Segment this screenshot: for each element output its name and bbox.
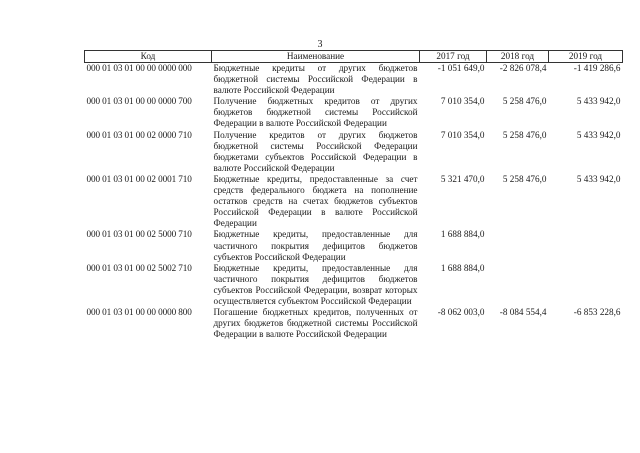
row-code: 000 01 03 01 00 00 0000 700 (86, 96, 192, 107)
header-year-2019: 2019 год (549, 51, 623, 63)
header-year-2018: 2018 год (487, 51, 549, 63)
row-name: Бюджетные кредиты от других бюджетов бюджетной системы Российской Федерации в валюте Российской Федерации (213, 63, 418, 96)
row-value-2019: -1 419 286,6 (573, 63, 621, 73)
row-code: 000 01 03 01 00 02 0001 710 (86, 173, 192, 184)
row-value-2018 (487, 229, 549, 262)
row-code: 000 01 03 01 00 02 5002 710 (86, 262, 192, 273)
row-name: Погашение бюджетных кредитов, полученных от других бюджетов бюджетной системы Российской Федерации в валюте Российской Федерации (213, 307, 418, 340)
row-name: Получение бюджетных кредитов от других бюджетов бюджетной системы Российской Федерации в валюте Российской Федерации (213, 96, 418, 129)
row-value-2017: 1 688 884,0 (440, 262, 485, 273)
table-row (85, 63, 623, 97)
row-value-2018: 5 258 476,0 (502, 173, 547, 184)
budget-table (84, 50, 623, 340)
row-value-2017: -1 051 649,0 (437, 63, 485, 73)
row-value-2019: 5 433 942,0 (576, 129, 621, 140)
table-header-row (85, 51, 623, 63)
row-value-2018: 5 258 476,0 (502, 96, 547, 107)
header-name: Наименование (212, 51, 420, 63)
row-value-2019 (549, 263, 623, 307)
row-value-2017: 7 010 354,0 (440, 96, 485, 107)
row-name: Бюджетные кредиты, предоставленные для частичного покрытия дефицитов бюджетов субъектов Российской Федерации, возврат которых осуществляется субъектом Российской Федерации (213, 262, 418, 306)
row-value-2017: -8 062 003,0 (437, 307, 485, 318)
row-value-2019: 5 433 942,0 (576, 173, 621, 184)
row-value-2018: 5 258 476,0 (502, 129, 547, 140)
row-value-2018: -8 084 554,4 (499, 307, 547, 318)
table-row (85, 130, 623, 174)
row-value-2018 (487, 263, 549, 307)
table-row (85, 229, 623, 262)
table-row (85, 174, 623, 229)
table-row (85, 96, 623, 129)
row-value-2017: 5 321 470,0 (440, 173, 485, 184)
row-name: Бюджетные кредиты, предоставленные для частичного покрытия дефицитов бюджетов субъектов Российской Федерации (213, 229, 418, 262)
row-value-2017: 7 010 354,0 (440, 129, 485, 140)
row-name: Бюджетные кредиты, предоставленные за счет средств федерального бюджета на пополнение остатков средств на счетах бюджетов субъектов Российской Федерации в валюте Российской Федерации (213, 173, 418, 229)
row-value-2019: -6 853 228,6 (573, 307, 621, 318)
row-code: 000 01 03 01 00 02 0000 710 (86, 129, 192, 140)
row-name: Получение кредитов от других бюджетов бюджетной системы Российской Федерации бюджетами субъектов Российской Федерации в валюте Российской Федерации (213, 129, 418, 173)
row-value-2019: 5 433 942,0 (576, 96, 621, 107)
row-value-2019 (549, 229, 623, 262)
row-code: 000 01 03 01 00 00 0000 800 (86, 307, 192, 318)
table-row (85, 307, 623, 340)
row-code: 000 01 03 01 00 02 5000 710 (86, 229, 192, 240)
page-number: 3 (317, 39, 323, 50)
header-year-2017: 2017 год (420, 51, 487, 63)
header-code: Код (85, 51, 212, 63)
row-value-2017: 1 688 884,0 (440, 229, 485, 240)
table-row (85, 263, 623, 307)
row-value-2018: -2 826 078,4 (499, 63, 547, 73)
row-code: 000 01 03 01 00 00 0000 000 (86, 63, 192, 73)
